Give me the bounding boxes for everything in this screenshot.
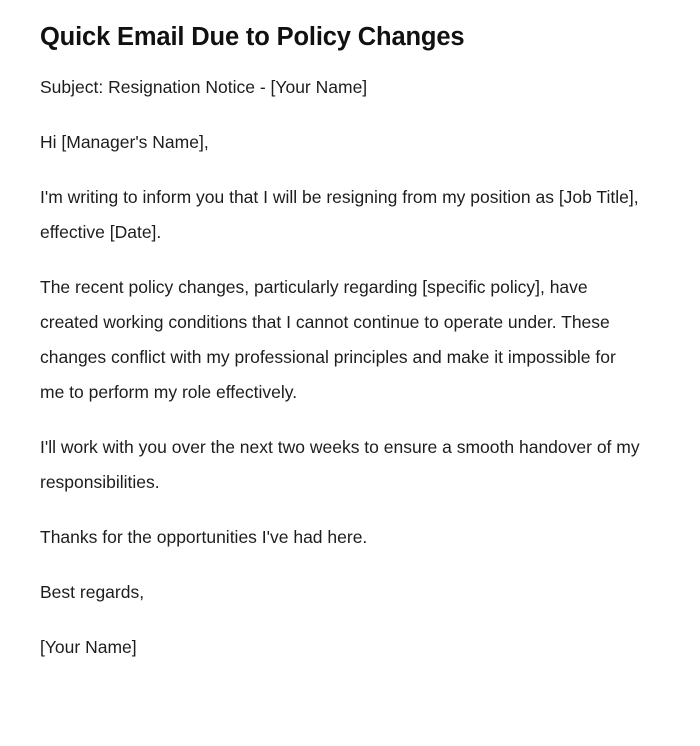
paragraph-intent: I'm writing to inform you that I will be resigning from my position as [Job Title], effective [Date]. — [40, 186, 639, 242]
page-title: Quick Email Due to Policy Changes — [40, 23, 465, 51]
subject-line: Subject: Resignation Notice - [Your Name] — [40, 76, 368, 97]
paragraph-reason: The recent policy changes, particularly regarding [specific policy], have created working conditions that I cannot continue to operate under. These changes conflict with my professional principles and make it impossible for me to perform my role effectively. — [40, 276, 616, 402]
closing: Best regards, — [40, 581, 145, 602]
paragraph-transition: I'll work with you over the next two weeks to ensure a smooth handover of my responsibilities. — [40, 436, 640, 492]
signature: [Your Name] — [40, 636, 137, 657]
paragraph-thanks: Thanks for the opportunities I've had here. — [40, 526, 368, 547]
salutation: Hi [Manager's Name], — [40, 131, 209, 152]
